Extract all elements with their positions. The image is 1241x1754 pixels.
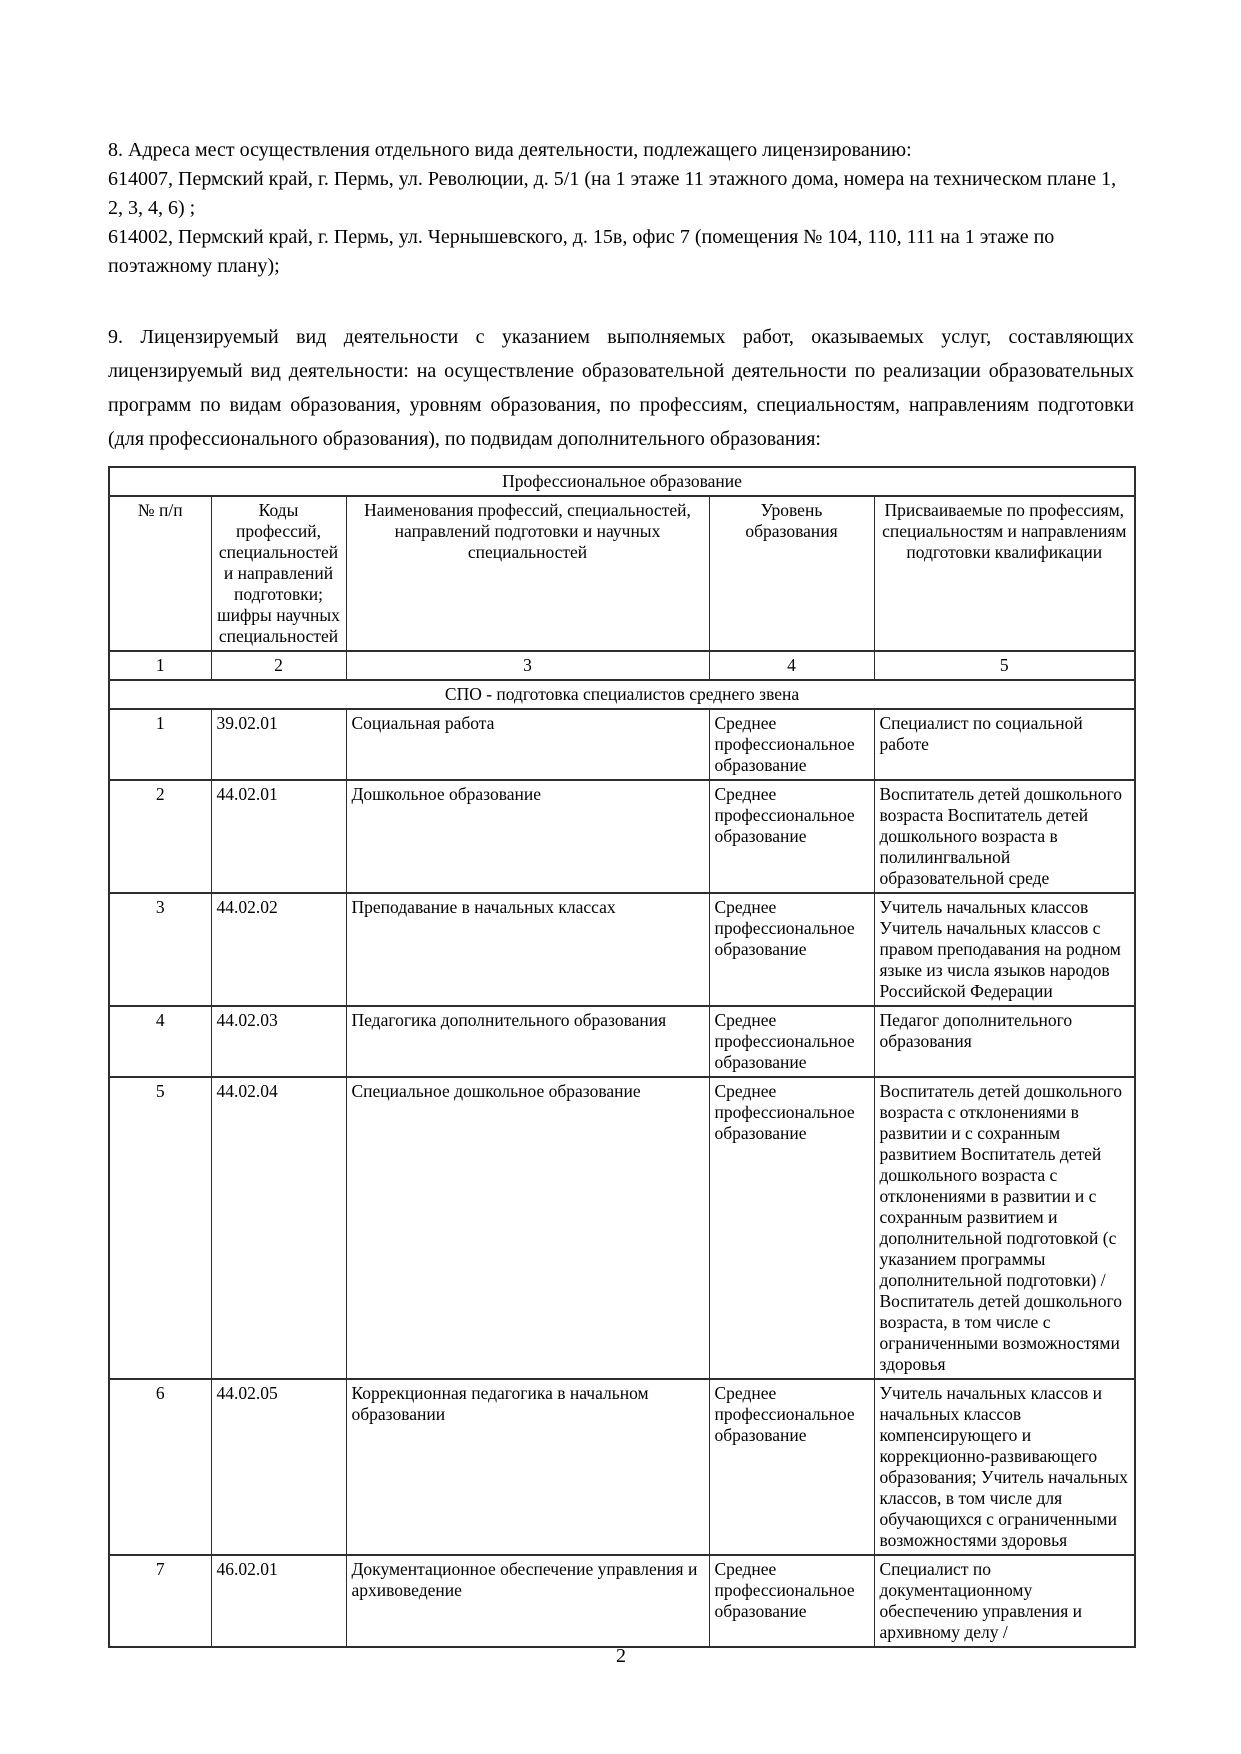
row-number-cell: 1	[109, 709, 211, 780]
level-cell: Среднее профессиональное образование	[709, 1555, 874, 1647]
row-number-cell: 4	[109, 1006, 211, 1077]
table-row	[109, 1379, 1135, 1555]
name-cell: Дошкольное образование	[346, 780, 709, 893]
name-cell: Коррекционная педагогика в начальном образовании	[346, 1379, 709, 1555]
row-number-cell: 7	[109, 1555, 211, 1647]
name-cell: Специальное дошкольное образование	[346, 1077, 709, 1379]
table-row	[109, 780, 1135, 893]
header-qualification: Присваиваемые по профессиям, специальностям и направлениям подготовки квалификации	[874, 496, 1135, 651]
column-number-4: 4	[709, 651, 874, 680]
code-cell: 44.02.05	[211, 1379, 346, 1555]
name-cell: Преподавание в начальных классах	[346, 893, 709, 1006]
name-cell: Педагогика дополнительного образования	[346, 1006, 709, 1077]
qualification-cell: Педагог дополнительного образования	[874, 1006, 1135, 1077]
name-cell: Социальная работа	[346, 709, 709, 780]
column-number-5: 5	[874, 651, 1135, 680]
header-codes: Коды профессий, специальностей и направлений подготовки; шифры научных специальностей	[211, 496, 346, 651]
level-cell: Среднее профессиональное образование	[709, 1379, 874, 1555]
code-cell: 44.02.03	[211, 1006, 346, 1077]
header-level: Уровень образования	[709, 496, 874, 651]
code-cell: 44.02.02	[211, 893, 346, 1006]
column-numbers-row	[109, 651, 1135, 680]
row-number-cell: 5	[109, 1077, 211, 1379]
professional-education-table	[108, 466, 1136, 1648]
document-content	[108, 136, 1134, 1648]
code-cell: 44.02.01	[211, 780, 346, 893]
code-cell: 39.02.01	[211, 709, 346, 780]
table-header-row	[109, 496, 1135, 651]
qualification-cell: Учитель начальных классов Учитель начальных классов с правом преподавания на родном языке из числа языков народов Российской Федерации	[874, 893, 1135, 1006]
level-cell: Среднее профессиональное образование	[709, 709, 874, 780]
level-cell: Среднее профессиональное образование	[709, 893, 874, 1006]
column-number-1: 1	[109, 651, 211, 680]
column-number-3: 3	[346, 651, 709, 680]
row-number-cell: 6	[109, 1379, 211, 1555]
section-label: СПО - подготовка специалистов среднего звена	[109, 680, 1135, 709]
table-row	[109, 1077, 1135, 1379]
qualification-cell: Учитель начальных классов и начальных классов компенсирующего и коррекционно-развивающего образования; Учитель начальных классов, в том числе для обучающихся с ограниченными возможностями здоровья	[874, 1379, 1135, 1555]
code-cell: 44.02.04	[211, 1077, 346, 1379]
row-number-cell: 2	[109, 780, 211, 893]
section8-intro: 8. Адреса мест осуществления отдельного вида деятельности, подлежащего лицензированию:	[108, 139, 912, 161]
qualification-cell: Воспитатель детей дошкольного возраста Воспитатель детей дошкольного возраста в полилингвальной образовательной среде	[874, 780, 1135, 893]
qualification-cell: Специалист по документационному обеспечению управления и архивному делу /	[874, 1555, 1135, 1647]
header-names: Наименования профессий, специальностей, направлений подготовки и научных специальностей	[346, 496, 709, 651]
code-cell: 46.02.01	[211, 1555, 346, 1647]
table-row	[109, 893, 1135, 1006]
level-cell: Среднее профессиональное образование	[709, 1077, 874, 1379]
section9-paragraph: 9. Лицензируемый вид деятельности с указанием выполняемых работ, оказываемых услуг, составляющих лицензируемый вид деятельности: на осуществление образовательной деятельности по реализации образовательных программ по видам образования, уровням образования, по профессиям, специальностям, направлениям подготовки (для профессионального образования), по подвидам дополнительного образования:	[108, 326, 1134, 450]
level-cell: Среднее профессиональное образование	[709, 780, 874, 893]
table-section-row	[109, 680, 1135, 709]
table-title: Профессиональное образование	[109, 467, 1135, 496]
section8-address-2: 614002, Пермский край, г. Пермь, ул. Чернышевского, д. 15в, офис 7 (помещения № 104, 110, 111 на 1 этаже по поэтажному плану);	[108, 226, 1055, 277]
level-cell: Среднее профессиональное образование	[709, 1006, 874, 1077]
page-number: 2	[616, 1645, 626, 1667]
section8-address-1: 614007, Пермский край, г. Пермь, ул. Революции, д. 5/1 (на 1 этаже 11 этажного дома, номера на техническом плане 1, 2, 3, 4, 6) ;	[108, 168, 1117, 219]
table-row	[109, 1555, 1135, 1647]
table-title-row	[109, 467, 1135, 496]
table-row	[109, 1006, 1135, 1077]
header-row-number: № п/п	[109, 496, 211, 651]
name-cell: Документационное обеспечение управления и архивоведение	[346, 1555, 709, 1647]
table-row	[109, 709, 1135, 780]
column-number-2: 2	[211, 651, 346, 680]
qualification-cell: Специалист по социальной работе	[874, 709, 1135, 780]
qualification-cell: Воспитатель детей дошкольного возраста с отклонениями в развитии и с сохранным развитием Воспитатель детей дошкольного возраста с отклонениями в развитии и с сохранным развитием и дополнительной подготовкой (с указанием программы дополнительной подготовки) / Воспитатель детей дошкольного возраста, в том числе с ограниченными возможностями здоровья	[874, 1077, 1135, 1379]
row-number-cell: 3	[109, 893, 211, 1006]
